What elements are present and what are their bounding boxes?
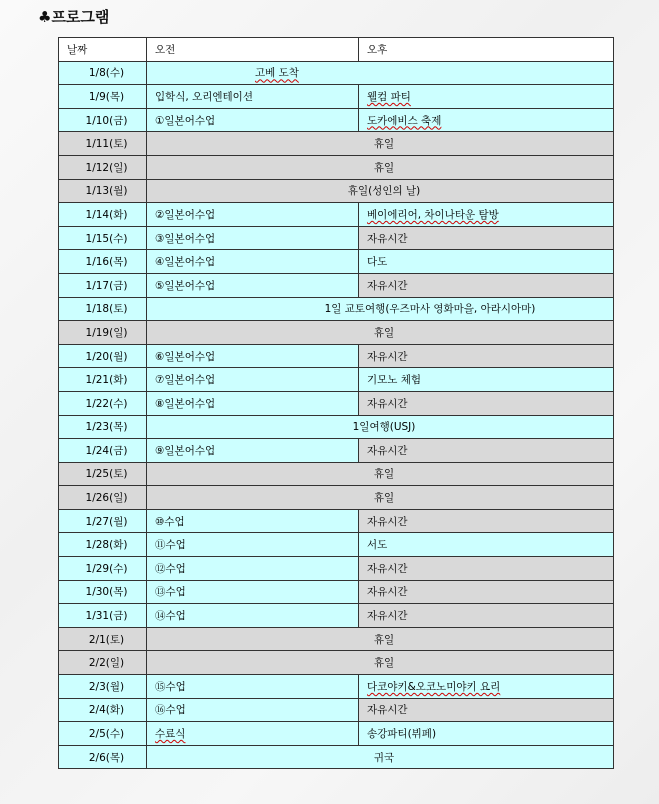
pm-cell: 자유시간 [359,391,614,415]
pm-cell-text: 베이에리어, 차이나타운 탐방 [367,208,499,221]
am-cell: ⑨일본어수업 [147,439,359,463]
page-title: ♣프로그램 [38,8,110,26]
am-cell: ③일본어수업 [147,226,359,250]
table-row [59,203,614,227]
merged-cell: 1일여행(USJ) [147,415,614,439]
pm-cell: 다도 [359,250,614,274]
date-cell: 2/3(월) [59,675,147,699]
pm-cell: 송강파티(뷔페) [359,722,614,746]
program-schedule-table [58,37,614,769]
merged-cell: 휴일 [147,132,614,156]
table-row [59,132,614,156]
date-cell: 2/4(화) [59,698,147,722]
date-cell: 1/19(일) [59,321,147,345]
table-row [59,509,614,533]
date-cell: 2/2(일) [59,651,147,675]
am-cell [147,722,359,746]
header-am: 오전 [147,38,359,62]
merged-cell: 휴일 [147,155,614,179]
pm-cell: 자유시간 [359,580,614,604]
table-row [59,675,614,699]
am-cell: ⑦일본어수업 [147,368,359,392]
table-row [59,439,614,463]
am-cell: ⑪수업 [147,533,359,557]
date-cell: 1/25(토) [59,462,147,486]
am-cell: ⑤일본어수업 [147,273,359,297]
date-cell: 1/15(수) [59,226,147,250]
table-row [59,155,614,179]
date-cell: 1/17(금) [59,273,147,297]
table-row [59,415,614,439]
pm-cell-text: 웰컴 파티 [367,90,411,103]
date-cell: 1/29(수) [59,557,147,581]
date-cell: 1/30(목) [59,580,147,604]
table-row [59,368,614,392]
date-cell: 1/9(목) [59,85,147,109]
pm-cell: 자유시간 [359,557,614,581]
date-cell: 2/6(목) [59,745,147,769]
date-cell: 1/18(토) [59,297,147,321]
header-date: 날짜 [59,38,147,62]
pm-cell: 자유시간 [359,273,614,297]
date-cell: 2/1(토) [59,627,147,651]
am-cell: ⑬수업 [147,580,359,604]
table-row [59,273,614,297]
pm-cell [359,203,614,227]
date-cell: 1/16(목) [59,250,147,274]
date-cell: 1/26(일) [59,486,147,510]
date-cell: 1/24(금) [59,439,147,463]
am-cell-text: 수료식 [155,728,186,741]
pm-cell: 자유시간 [359,698,614,722]
merged-cell: 휴일 [147,321,614,345]
table-row [59,533,614,557]
am-cell: 입학식, 오리엔테이션 [147,85,359,109]
table-row [59,604,614,628]
date-cell: 1/13(월) [59,179,147,203]
header-pm: 오후 [359,38,614,62]
pm-cell: 기모노 체험 [359,368,614,392]
table-row [59,462,614,486]
pm-cell-text: 다코야키&오코노미야키 요리 [367,680,501,693]
pm-cell [359,675,614,699]
am-cell: ④일본어수업 [147,250,359,274]
date-cell: 1/10(금) [59,108,147,132]
date-cell: 1/27(월) [59,509,147,533]
table-row [59,722,614,746]
date-cell: 1/23(목) [59,415,147,439]
pm-cell: 자유시간 [359,439,614,463]
merged-cell: 1일 교토여행(우즈마사 영화마을, 아라시아마) [147,297,614,321]
date-cell: 1/11(토) [59,132,147,156]
table-row [59,61,614,85]
am-cell: ⑩수업 [147,509,359,533]
am-cell: ⑭수업 [147,604,359,628]
pm-cell [359,108,614,132]
table-row [59,108,614,132]
table-row [59,486,614,510]
table-row [59,745,614,769]
date-cell: 1/14(화) [59,203,147,227]
merged-cell [147,61,614,85]
table-row [59,179,614,203]
merged-cell: 휴일(성인의 날) [147,179,614,203]
table-row [59,344,614,368]
table-row [59,85,614,109]
date-cell: 1/28(화) [59,533,147,557]
merged-cell: 휴일 [147,627,614,651]
date-cell: 1/8(수) [59,61,147,85]
date-cell: 1/31(금) [59,604,147,628]
table-row [59,580,614,604]
table-row [59,627,614,651]
merged-cell-text: 고베 도착 [255,67,299,80]
date-cell: 1/20(월) [59,344,147,368]
pm-cell: 자유시간 [359,344,614,368]
table-row [59,321,614,345]
date-cell: 1/22(수) [59,391,147,415]
merged-cell: 휴일 [147,462,614,486]
table-row [59,226,614,250]
table-row [59,297,614,321]
merged-cell: 휴일 [147,651,614,675]
table-row [59,698,614,722]
am-cell: ①일본어수업 [147,108,359,132]
merged-cell: 휴일 [147,486,614,510]
table-row [59,651,614,675]
pm-cell: 자유시간 [359,604,614,628]
pm-cell: 자유시간 [359,226,614,250]
am-cell: ⑧일본어수업 [147,391,359,415]
table-row [59,557,614,581]
table-row [59,391,614,415]
merged-cell: 귀국 [147,745,614,769]
am-cell: ②일본어수업 [147,203,359,227]
pm-cell [359,85,614,109]
am-cell: ⑮수업 [147,675,359,699]
pm-cell: 자유시간 [359,509,614,533]
date-cell: 1/21(화) [59,368,147,392]
am-cell: ⑫수업 [147,557,359,581]
am-cell: ⑯수업 [147,698,359,722]
pm-cell: 서도 [359,533,614,557]
date-cell: 1/12(일) [59,155,147,179]
pm-cell-text: 도카에비스 축제 [367,114,442,127]
table-header-row [59,38,614,62]
date-cell: 2/5(수) [59,722,147,746]
am-cell: ⑥일본어수업 [147,344,359,368]
table-row [59,250,614,274]
